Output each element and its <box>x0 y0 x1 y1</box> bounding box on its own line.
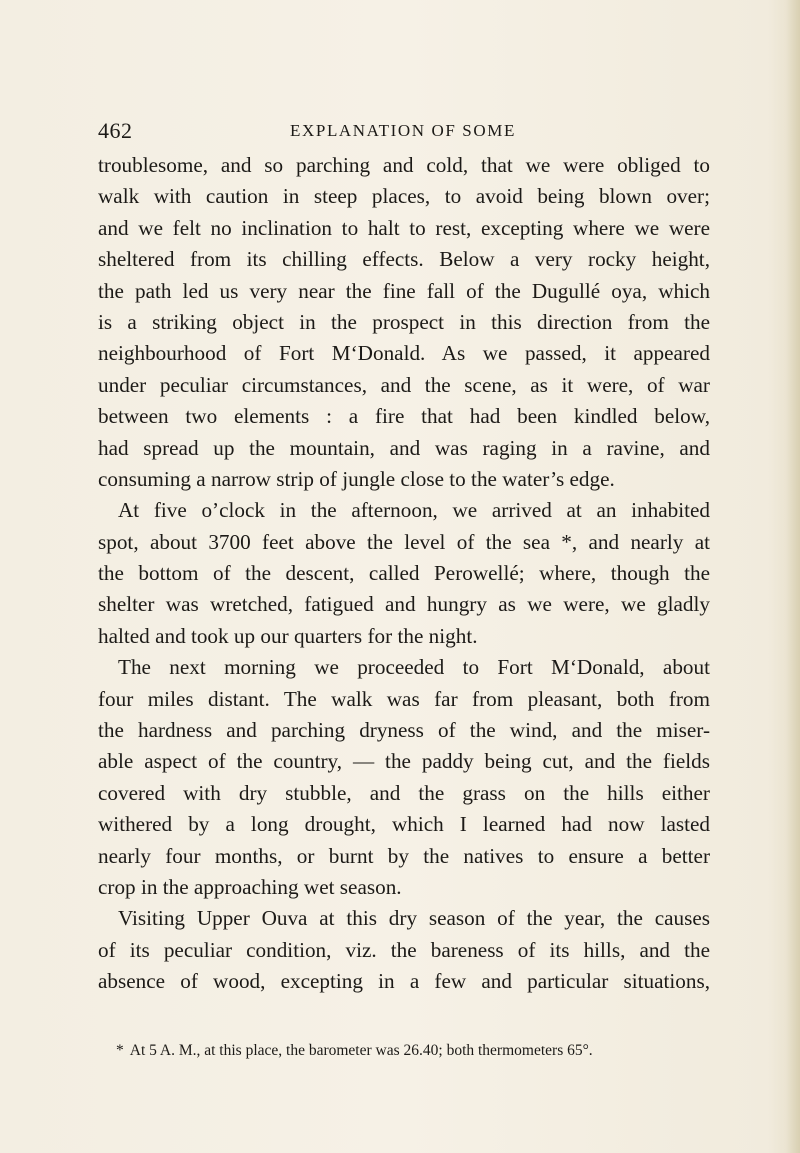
text-line: of its peculiar condition, viz. the bareness of its hills, and the <box>98 937 710 962</box>
text-line: the hardness and parching dryness of the wind, and the miser- <box>98 718 710 743</box>
text-line: the bottom of the descent, called Perowellé; where, though the <box>98 561 710 586</box>
text-line: the path led us very near the fine fall of the Dugullé oya, which <box>98 278 710 303</box>
text-line: able aspect of the country, — the paddy being cut, and the fields <box>98 749 710 774</box>
text-line: shelter was wretched, fatigued and hungry as we were, we gladly <box>98 592 710 617</box>
text-line: spot, about 3700 feet above the level of the sea *, and nearly at <box>98 529 710 554</box>
running-head: EXPLANATION OF SOME <box>290 121 516 140</box>
text-line: The next morning we proceeded to Fort M‘Donald, about <box>118 655 710 680</box>
text-line: between two elements : a fire that had been kindled below, <box>98 404 710 429</box>
text-line: four miles distant. The walk was far from pleasant, both from <box>98 686 710 711</box>
text-line: nearly four months, or burnt by the natives to ensure a better <box>98 843 710 868</box>
footnote <box>116 1040 710 1062</box>
text-line: sheltered from its chilling effects. Below a very rocky height, <box>98 247 710 272</box>
text-line: halted and took up our quarters for the night. <box>98 623 478 648</box>
body-text <box>98 150 710 998</box>
text-line: is a striking object in the prospect in this direction from the <box>98 309 710 334</box>
text-line: crop in the approaching wet season. <box>98 874 402 899</box>
text-line: under peculiar circumstances, and the scene, as it were, of war <box>98 372 710 397</box>
text-line: had spread up the mountain, and was raging in a ravine, and <box>98 435 710 460</box>
footnote-mark: * <box>116 1042 124 1059</box>
text-line: troublesome, and so parching and cold, that we were obliged to <box>98 153 710 177</box>
page-number: 462 <box>98 118 133 143</box>
text-line: walk with caution in steep places, to avoid being blown over; <box>98 184 710 209</box>
text-line: At five o’clock in the afternoon, we arrived at an inhabited <box>118 498 710 523</box>
text-line: Visiting Upper Ouva at this dry season of the year, the causes <box>118 906 710 931</box>
text-line: and we felt no inclination to halt to rest, excepting where we were <box>98 215 710 240</box>
text-line: neighbourhood of Fort M‘Donald. As we passed, it appeared <box>98 341 710 366</box>
page-header <box>98 118 708 148</box>
text-line: consuming a narrow strip of jungle close to the water’s edge. <box>98 466 615 491</box>
footnote-text: At 5 A. M., at this place, the barometer was 26.40; both thermometers 65°. <box>129 1042 593 1059</box>
page-edge-shadow <box>786 0 800 1153</box>
text-line: withered by a long drought, which I learned had now lasted <box>98 812 710 837</box>
text-line: absence of wood, excepting in a few and particular situations, <box>98 969 710 994</box>
text-line: covered with dry stubble, and the grass on the hills either <box>98 780 710 805</box>
